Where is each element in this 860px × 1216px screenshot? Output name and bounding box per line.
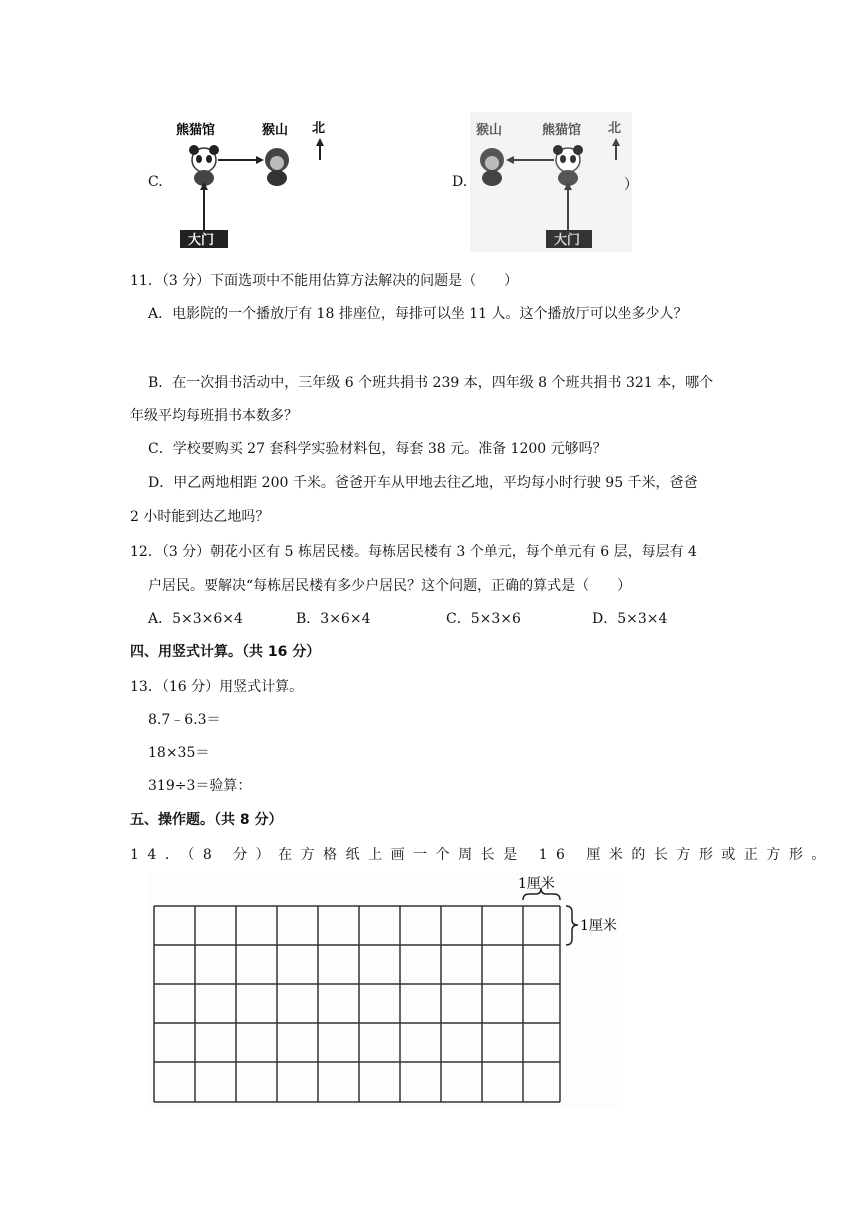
q13-expr-1: 8.7﹣6.3＝ <box>148 712 221 728</box>
q12-option-c: C．5×3×6 <box>446 611 521 627</box>
q11-option-c: C．学校要购买 27 套科学实验材料包，每套 38 元。准备 1200 元够吗？ <box>148 441 607 457</box>
q11-option-b-line1: B．在一次捐书活动中，三年级 6 个班共捐书 239 本，四年级 8 个班共捐书 321 本，哪个 <box>148 375 714 391</box>
unit-horizontal-label: 1厘米 <box>518 876 555 892</box>
q12-stem-line2: 户居民。要解决“每栋居民楼有多少户居民？这个问题，正确的算式是（ ） <box>148 578 632 594</box>
q11-option-b-line2: 年级平均每班捐书本数多？ <box>130 408 298 424</box>
option-c-map <box>170 112 335 252</box>
monkey-hill-label: 猴山 <box>262 123 289 138</box>
q11-option-d-line2: 2 小时能到达乙地吗？ <box>130 509 270 525</box>
section-5-title: 五、操作题。（共 8 分） <box>130 812 283 828</box>
grid-paper[interactable] <box>148 872 618 1108</box>
gate-label: 大门 <box>554 233 581 248</box>
q11-option-d-line1: D．甲乙两地相距 200 千米。爸爸开车从甲地去往乙地，平均每小时行驶 95 千米，爸爸 <box>148 475 698 491</box>
q13-expr-2: 18×35＝ <box>148 745 210 761</box>
option-d-letter: D. <box>452 174 468 190</box>
q12-stem-line1: 12．（3 分）朝花小区有 5 栋居民楼。每栋居民楼有 3 个单元，每个单元有 6 层，每层有 4 <box>130 544 697 560</box>
option-d-trailing: ） <box>624 177 638 193</box>
panda-house-label: 熊猫馆 <box>176 123 216 138</box>
option-d-map <box>470 112 632 252</box>
north-label: 北 <box>312 121 326 136</box>
option-c-letter: C. <box>148 174 163 190</box>
q11-stem: 11．（3 分）下面选项中不能用估算方法解决的问题是（ ） <box>130 273 519 289</box>
monkey-hill-label: 猴山 <box>476 123 503 138</box>
section-4-title: 四、用竖式计算。（共 16 分） <box>130 644 321 660</box>
q13-stem: 13．（16 分）用竖式计算。 <box>130 679 304 695</box>
q14-stem: 14．（8 分）在方格纸上画一个周长是 16 厘米的长方形或正方形。 <box>130 847 834 863</box>
q13-expr-3: 319÷3＝验算： <box>148 778 252 794</box>
gate-label: 大门 <box>188 233 215 248</box>
north-label: 北 <box>608 121 622 136</box>
panda-house-label: 熊猫馆 <box>542 123 582 138</box>
q12-option-b: B．3×6×4 <box>296 611 371 627</box>
unit-vertical-label: 1厘米 <box>580 918 617 934</box>
q12-option-a: A．5×3×6×4 <box>148 611 243 627</box>
q11-option-a: A．电影院的一个播放厅有 18 排座位，每排可以坐 11 人。这个播放厅可以坐多少人？ <box>148 306 688 322</box>
monkey-icon <box>480 148 504 186</box>
q12-option-d: D．5×3×4 <box>592 611 668 627</box>
monkey-icon <box>265 148 289 186</box>
